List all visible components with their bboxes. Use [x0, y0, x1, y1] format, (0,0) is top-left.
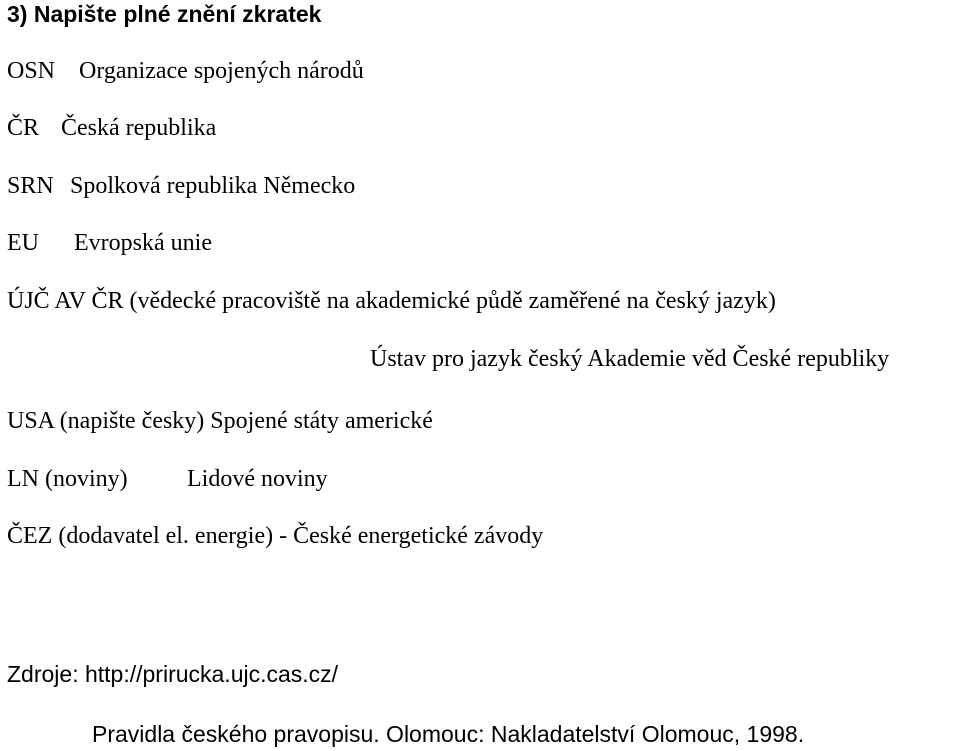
exercise-heading: 3) Napište plné znění zkratek: [7, 1, 322, 27]
abbreviation-row-cr: [7, 114, 216, 142]
expansion: Evropská unie: [74, 230, 212, 256]
cez-row: ČEZ (dodavatel el. energie) - České energetické závody: [7, 523, 544, 549]
ujc-expansion: Ústav pro jazyk český Akademie věd České republiky: [370, 346, 890, 372]
abbreviation-row-osn: [7, 57, 364, 85]
abbreviation: OSN: [7, 58, 56, 84]
usa-row: USA (napište česky) Spojené státy americké: [7, 408, 433, 434]
ujc-description: ÚJČ AV ČR (vědecké pracoviště na akademické půdě zaměřené na český jazyk): [7, 288, 776, 314]
abbreviation-row-srn: [7, 172, 355, 200]
ln-row: [7, 465, 328, 493]
sources-label: Zdroje: http://prirucka.ujc.cas.cz/: [7, 661, 339, 687]
abbreviation: EU: [7, 230, 39, 256]
expansion: Organizace spojených národů: [79, 58, 364, 84]
abbreviation: LN (noviny): [7, 466, 128, 492]
expansion: Česká republika: [61, 115, 217, 141]
abbreviation-row-eu: [7, 229, 212, 257]
abbreviation: ČR: [7, 115, 40, 141]
expansion: Spolková republika Německo: [70, 173, 356, 199]
source-reference: Pravidla českého pravopisu. Olomouc: Nakladatelství Olomouc, 1998.: [92, 721, 805, 747]
abbreviation: SRN: [7, 173, 54, 199]
expansion: Lidové noviny: [187, 466, 328, 492]
